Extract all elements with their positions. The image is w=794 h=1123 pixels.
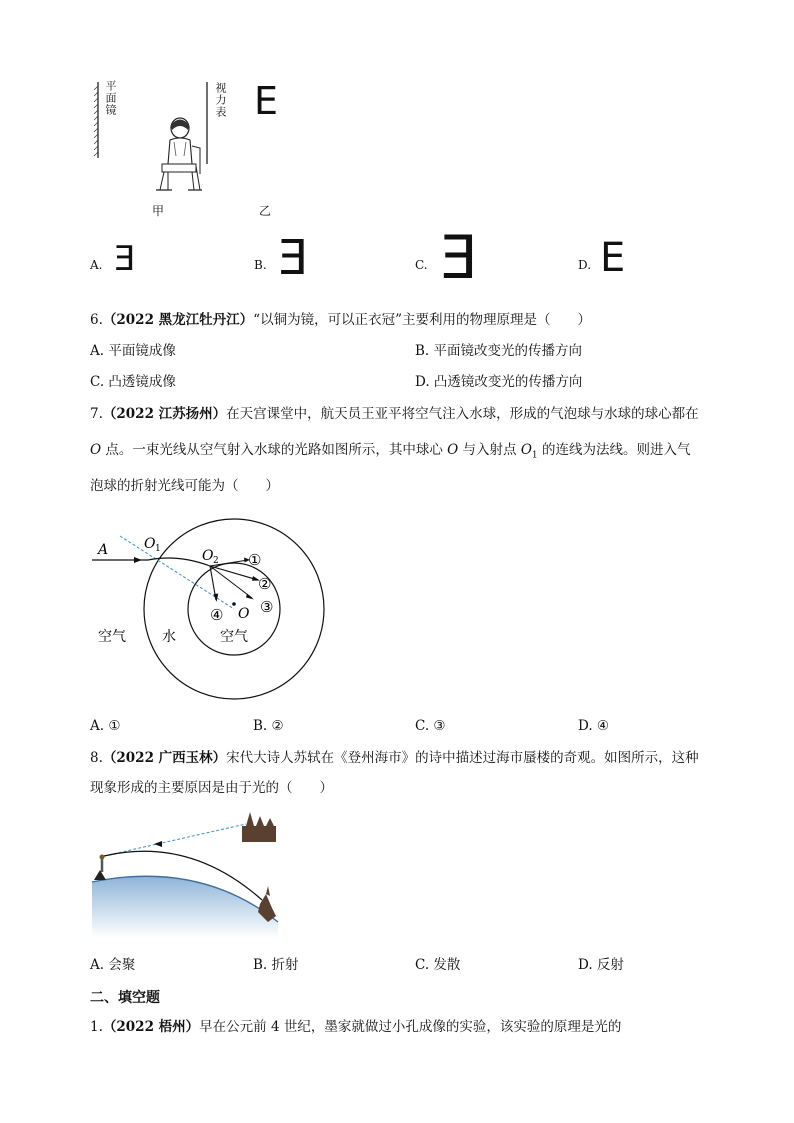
q6-text: “以铜为镜，可以正衣冠”主要利用的物理原理是（ ）: [253, 312, 591, 328]
q7-option-d[interactable]: D. ④: [578, 718, 610, 734]
fill1-text: 早在公元前 4 世纪，墨家就做过小孔成像的实验，该实验的原理是光的: [199, 1019, 622, 1035]
q7-line2-part-2: 与入射点: [458, 442, 521, 458]
label-o2: O: [202, 548, 214, 564]
q7-option-a[interactable]: A. ①: [90, 718, 121, 734]
q7-o-symbol: O: [90, 442, 102, 458]
fill1-line: [90, 1021, 621, 1035]
observer-icon: [94, 870, 106, 880]
q7-o1-symbol: O: [520, 442, 532, 458]
sight-line: [104, 824, 246, 856]
fill1-source: （2022 梧州）: [102, 1019, 200, 1035]
q5-option-d-glyph: E: [600, 235, 626, 281]
q5-option-c-glyph: Ǝ: [440, 223, 478, 293]
q8-number: 8.: [90, 750, 103, 766]
q5-options: [90, 223, 710, 293]
label-o: O: [238, 606, 250, 622]
q7-source: （2022 江苏扬州）: [102, 406, 227, 422]
light-arrow-icon: [154, 841, 162, 847]
label-air-outer: 空气: [98, 629, 126, 645]
q8-mirage-figure: [90, 808, 290, 938]
q7-option-c[interactable]: C. ③: [415, 718, 446, 734]
chart-letter-e: E: [254, 79, 279, 123]
label-ray-3: ③: [260, 598, 274, 616]
q8-line1: [90, 752, 699, 766]
q7-o1-sub: 1: [531, 450, 538, 461]
q5-option-c-label[interactable]: C.: [415, 258, 428, 272]
chart-label: 视力表: [214, 82, 227, 118]
label-ray-2: ②: [258, 575, 272, 593]
q5-option-a-label[interactable]: A.: [90, 258, 103, 272]
label-air-inner: 空气: [220, 629, 248, 645]
q7-line2-part-3: 的连线为法线。则进入气: [537, 442, 691, 458]
q8-option-c[interactable]: C. 发散: [415, 957, 461, 973]
label-ray-4: ④: [210, 606, 224, 624]
q5-option-a-glyph: Ǝ: [114, 239, 136, 279]
label-o1: O: [144, 536, 156, 552]
q6-source: （2022 黑龙江牡丹江）: [102, 312, 254, 328]
fill1-number: 1.: [90, 1019, 103, 1035]
q7-number: 7.: [90, 406, 103, 422]
label-water: 水: [162, 629, 176, 645]
q8-source: （2022 广西玉林）: [102, 750, 227, 766]
section-title: 二、填空题: [90, 990, 160, 1006]
center-point: [232, 602, 236, 606]
label-o1-sub: 1: [155, 544, 161, 554]
q7-line1: [90, 408, 699, 422]
earth-surface: [92, 876, 278, 938]
mirage-image-icon: [242, 812, 276, 842]
q8-line1-text: 宋代大诗人苏轼在《登州海市》的诗中描述过海市蜃楼的奇观。如图所示，这种: [226, 750, 699, 766]
q5-option-b-glyph: Ǝ: [278, 230, 309, 286]
q7-option-b[interactable]: B. ②: [253, 718, 284, 734]
seated-person-icon: [148, 116, 208, 196]
q5-option-d-label[interactable]: D.: [578, 258, 592, 272]
q7-line1-text: 在天宫课堂中，航天员王亚平将空气注入水球，形成的气泡球与水球的球心都在: [226, 406, 699, 422]
q6-option-d[interactable]: D. 凸透镜改变光的传播方向: [415, 374, 583, 390]
q5-figure: [88, 80, 388, 220]
label-ray-1: ①: [248, 551, 262, 569]
q7-line2: [90, 444, 690, 461]
incident-arrow-icon: [134, 557, 142, 563]
q8-option-b[interactable]: B. 折射: [253, 957, 299, 973]
q7-line2-part: 点。一束光线从空气射入水球的光路如图所示，其中球心: [101, 442, 448, 458]
ray-3: [210, 566, 252, 598]
q7-o-symbol-2: O: [447, 442, 459, 458]
q5-option-b-label[interactable]: B.: [254, 258, 267, 272]
q6-stem: [90, 314, 591, 328]
label-o2-sub: 2: [213, 556, 219, 566]
q8-option-a[interactable]: A. 会聚: [90, 957, 136, 973]
q6-option-b[interactable]: B. 平面镜改变光的传播方向: [415, 343, 583, 359]
eye-chart-line: [204, 80, 210, 166]
q6-option-a[interactable]: A. 平面镜成像: [90, 343, 176, 359]
q8-line2: 现象形成的主要原因是由于光的（ ）: [90, 780, 333, 796]
sub-label-b: 乙: [259, 204, 272, 218]
mirror-label: 平面镜: [104, 80, 117, 116]
q6-option-c[interactable]: C. 凸透镜成像: [90, 374, 176, 390]
q7-line3: 泡球的折射光线可能为（ ）: [90, 478, 279, 494]
q8-option-d[interactable]: D. 反射: [578, 957, 624, 973]
q6-number: 6.: [90, 312, 103, 328]
q7-bubble-figure: [88, 514, 348, 704]
sub-label-a: 甲: [152, 204, 165, 218]
label-a: A: [98, 542, 109, 558]
